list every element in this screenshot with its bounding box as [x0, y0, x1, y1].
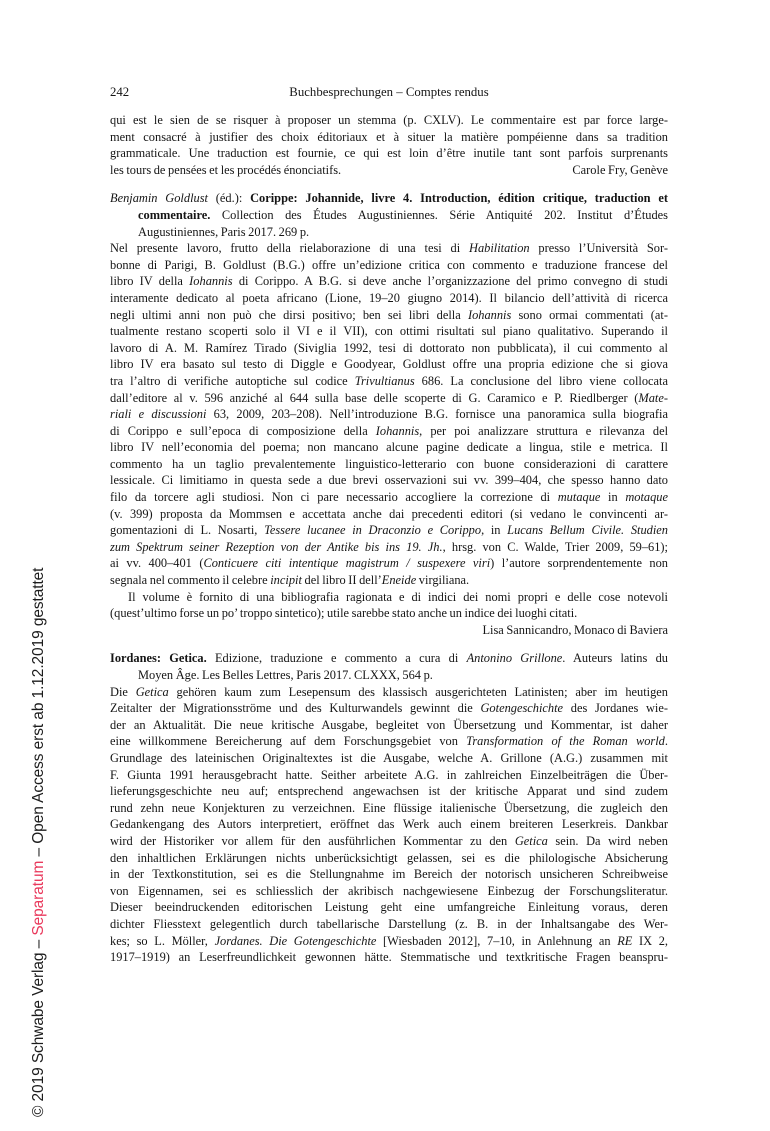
text-line	[110, 112, 668, 129]
italic-text: Antonino Grillone	[466, 651, 563, 666]
text-line	[110, 390, 668, 407]
text-line	[110, 717, 668, 734]
text-line	[110, 733, 668, 750]
text-line	[110, 605, 668, 622]
text-segment: Zeitalter der Migrationsströme und des Kulturwandels gewinnt die	[110, 701, 481, 716]
page-number: 242	[110, 85, 130, 99]
text-segment: dall’editore al v. 596 anziché al 644 sulla base delle scoperte di G. Caramico e P. Riedlberger (	[110, 390, 639, 405]
text-line	[110, 489, 668, 506]
text-segment: 63, 2009, 203–208). Nell’introduzione B.G. fornisce una panoramica sulla biografia	[206, 407, 668, 422]
text-segment: del libro II dell’	[301, 573, 382, 588]
text-line	[110, 684, 668, 701]
text-segment: von Eigennamen, sei es schliesslich der akribisch nachgewiesene Einbezug der Forschungsliteratur.	[110, 883, 668, 898]
text-segment: lessicale. Ci limitiamo in questa sede a due brevi osservazioni sui vv. 399–404, che spesso hanno dato	[110, 473, 668, 488]
text-segment: kes; so L. Möller,	[110, 933, 215, 948]
text-line	[110, 406, 668, 423]
text-segment: Dieser beeindruckenden editorischen Leistung geht eine umfangreiche Einleitung voraus, deren	[110, 900, 668, 915]
text-segment: eine willkommene Bereicherung auf dem Forschungsgebiet von	[110, 734, 467, 749]
text-line	[110, 340, 668, 357]
text-segment: Gedankengang des Autors interpretiert, eröffnet das Werk auch einem breiteren Leserkreis. Dankbar	[110, 817, 668, 832]
text-line	[110, 800, 668, 817]
text-segment: in der Textkonstitution, sei es die Stellungnahme im Bereich der notorisch unsicheren Schreibweise	[110, 867, 668, 882]
text-segment: qui est le sien de se risquer à proposer un stemma (p. CXLV). Le commentaire est par force large-	[110, 113, 668, 127]
text-segment: .	[664, 734, 668, 749]
text-line	[110, 949, 668, 966]
line-left-text	[110, 162, 341, 179]
text-segment: di Corippo. A B.G. si deve anche l’organizzazione del primo convegno di studi	[232, 274, 668, 289]
text-line	[110, 472, 668, 489]
text-line	[110, 162, 668, 179]
spine-imprint	[30, 568, 48, 1117]
bold-text: Iordanes: Getica.	[110, 651, 207, 666]
text-segment: , hrsg. von C. Walde, Trier 2009, 59–61);	[442, 539, 668, 554]
text-segment: (quest’ultimo forse un po’ troppo sintetico); utile sarebbe stato anche un indice dei luoghi citati.	[110, 606, 578, 621]
text-line	[110, 667, 668, 684]
text-segment: Edizione, traduzione e commento a cura di	[206, 651, 467, 666]
review-1-heading	[110, 190, 668, 240]
text-segment: sein. Da wird neben	[547, 833, 668, 848]
text-segment: segnala nel commento il celebre	[110, 573, 271, 588]
text-segment: sono ormai commentati (at-	[511, 307, 668, 322]
italic-text: Trivultianus	[354, 373, 415, 388]
text-line	[110, 783, 668, 800]
italic-text: Gotengeschichte	[480, 701, 564, 716]
italic-text: incipit	[270, 573, 302, 588]
text-line	[110, 373, 668, 390]
text-segment: lavoro di A. M. Ramírez Tirado (Siviglia 1992, tesi di dottorato non pubblicata), il cui commento al	[110, 340, 668, 355]
text-line	[110, 207, 668, 224]
text-line	[110, 456, 668, 473]
text-line	[110, 816, 668, 833]
italic-text: riali e discussioni	[110, 407, 207, 422]
italic-text: Mate-	[638, 390, 668, 405]
text-segment: der an Aktualität. Die neue kritische Ausgabe, begleitet von Übersetzung und Kommentar, ist daher	[110, 717, 668, 732]
text-segment: ai vv. 400–401 (	[110, 556, 204, 571]
text-segment: virgiliana.	[416, 573, 470, 588]
review-1-closing-paragraph	[110, 589, 668, 639]
text-line	[110, 257, 668, 274]
text-segment: Collection des Études Augustiniennes. Série Antiquité 202. Institut d’Études	[210, 207, 668, 222]
italic-text: Getica	[135, 684, 169, 699]
text-line	[110, 650, 668, 667]
text-line	[110, 145, 668, 162]
text-segment: grammaticale. Une traduction est fournie, ce qui est loin d’être inutile tant sont parfois surprenants	[110, 146, 668, 161]
text-line	[110, 522, 668, 539]
text-line	[110, 323, 668, 340]
italic-text: Eneide	[381, 573, 417, 588]
text-segment: Grundlage des lateinischen Originaltextes ist die Ausgabe, welche A. Grillone (A.G.) zusammen mit	[110, 750, 668, 765]
text-line	[110, 899, 668, 916]
text-segment: Augustiniennes, Paris 2017. 269 p.	[138, 224, 310, 239]
italic-text: Iohannis	[467, 307, 512, 322]
reviewer-attribution: Carole Fry, Genève	[572, 162, 668, 177]
text-segment: 686. La conclusione del libro viene collocata	[414, 373, 668, 388]
text-line	[110, 290, 668, 307]
text-segment: wird der Historiker vor allem für den ausführlichen Kommentar zu den	[110, 833, 515, 848]
italic-text: RE	[617, 933, 633, 948]
review-1-body	[110, 240, 668, 588]
text-segment: gehören kaum zum Lesepensum des klassisch ausgerichteten Latinisten; aber im heutigen	[168, 684, 668, 699]
text-segment: libro IV della	[110, 274, 190, 289]
text-segment: Il volume è fornito di una bibliografia ragionata e di indici dei nomi propri e delle cose notevoli	[128, 589, 668, 604]
text-segment: in	[600, 490, 626, 505]
text-segment: dichter Fliesstext gelegentlich durch tabellarische Darstellung (z. B. in der Inhaltsangabe des Wer-	[110, 916, 668, 931]
italic-text: Iohannis	[189, 274, 233, 289]
bold-text: commentaire.	[138, 207, 211, 222]
spine-access-notice: – Open Access erst ab 1.12.2019 gestattet	[30, 567, 47, 861]
text-segment: bonne di Parigi, B. Goldlust (B.G.) offre un’edizione critica con commento e traduzione francese del	[110, 257, 668, 272]
italic-text: Getica	[514, 833, 548, 848]
text-line	[110, 589, 668, 606]
text-line	[110, 833, 668, 850]
text-line	[110, 750, 668, 767]
text-segment: filo da torcere agli studiosi. Non ci pare necessario accogliere la correzione di	[110, 490, 558, 505]
bold-text: Corippe: Johannide, livre 4. Introduction, édition critique, traduction et	[250, 191, 668, 206]
text-line	[110, 356, 668, 373]
spine-copyright-text: © 2019 Schwabe Verlag –	[30, 935, 47, 1117]
text-column	[110, 84, 668, 966]
text-segment: gomentazioni di L. Nosarti,	[110, 523, 265, 538]
text-segment: presso l’Università Sor-	[529, 241, 668, 256]
italic-text: zum Spektrum seiner Rezeption von der Antike bis ins 19. Jh.	[110, 539, 443, 554]
text-segment: libro IV era basato sul testo di Diggle e Goodyear, Goldlust offre una propria edizione che si giova	[110, 357, 668, 372]
text-line	[110, 273, 668, 290]
italic-text: Benjamin Goldlust	[110, 191, 208, 206]
text-segment: tualmente restano scoperti solo il VI e il VII), con ottimi risultati sul piano qualitativo. Superando il	[110, 324, 668, 339]
text-segment: . Auteurs latins du	[562, 651, 668, 666]
text-line	[110, 866, 668, 883]
text-line	[110, 883, 668, 900]
text-segment: di Corippo e sull’epoca di composizione della	[110, 423, 376, 438]
text-segment: libro IV nell’economia del poema; non mancano alcune pagine dedicate a lingua, stile e metrica. Il	[110, 440, 668, 455]
review-2-body	[110, 684, 668, 966]
running-head: Buchbesprechungen – Comptes rendus	[289, 85, 489, 99]
text-segment: ) l’autore sorprendentemente non	[490, 556, 668, 571]
text-segment: interamente dedicato al poeta africano (Lione, 19–20 giugno 2014). Il bilancio dell’attività di ricerca	[110, 290, 668, 305]
text-line	[110, 916, 668, 933]
text-segment: den inhaltlichen Erklärungen nichts unberücksichtigt gelassen, sei es die philologische Absicherung	[110, 850, 668, 865]
text-segment: negli ultimi anni non può che dirsi positivo; ben sei libri della	[110, 307, 468, 322]
text-line	[110, 767, 668, 784]
italic-text: Transformation of the Roman world	[466, 734, 665, 749]
text-line	[110, 933, 668, 950]
page-header	[110, 84, 668, 101]
text-segment: des Jordanes wie-	[563, 701, 668, 716]
text-line	[110, 224, 668, 241]
text-segment: 1917–1919) an Leserfreundlichkeit gewonnen hätte. Stemmatische und textkritische Fragen beanspru-	[110, 950, 668, 965]
text-segment: Die	[110, 684, 136, 699]
italic-text: Conticuere citi intentique magistrum / suspexere viri	[203, 556, 491, 571]
italic-text: Tessere lucanee in Draconzio e Corippo	[264, 523, 482, 538]
italic-text: Lucans Bellum Civile. Studien	[507, 523, 668, 538]
italic-text: mutaque	[557, 490, 601, 505]
text-line	[110, 539, 668, 556]
text-segment: (v. 399) proposta da Mommsen e accettata anche dai precedenti editori (si vedano le convincenti ar-	[110, 506, 668, 521]
text-line	[110, 555, 668, 572]
text-segment: commento ha un taglio prevalentemente linguistico-letterario con buone considerazioni di carattere	[110, 456, 668, 471]
text-line	[110, 307, 668, 324]
text-line	[110, 423, 668, 440]
text-line	[110, 129, 668, 146]
text-segment: Nel presente lavoro, frutto della rielaborazione di una tesi di	[110, 241, 469, 256]
text-segment: IX 2,	[632, 933, 668, 948]
text-segment: , in	[481, 523, 508, 538]
text-line	[110, 439, 668, 456]
text-line	[110, 622, 668, 639]
text-line	[110, 700, 668, 717]
text-line	[110, 850, 668, 867]
text-segment: les tours de pensées et les procédés énonciatifs.	[110, 162, 342, 177]
text-line	[110, 506, 668, 523]
text-segment: , per poi analizzare struttura e rilevanza del	[419, 423, 668, 438]
italic-text: Jordanes. Die Gotengeschichte	[214, 933, 377, 948]
italic-text: Habilitation	[469, 241, 530, 256]
text-segment: lieferungsgeschichte neu auf; entsprechend angewachsen ist der kritische Apparat und sind zudem	[110, 784, 668, 799]
text-segment: Moyen Âge. Les Belles Lettres, Paris 2017. CLXXX, 564 p.	[138, 668, 433, 682]
text-line	[110, 190, 668, 207]
text-segment: F. Giunta 1991 herausgebracht hatte. Seither arbeitete A.G. in zahlreichen Einzelbeiträgen die Über-	[110, 767, 668, 782]
text-segment: rund zehn neue Konjekturen zu verzeichnen. Eine flüssige italienische Übersetzung, die zugleich den	[110, 800, 668, 815]
italic-text: Iohannis	[375, 423, 420, 438]
text-segment: [Wiesbaden 2012], 7–10, in Anlehnung an	[376, 933, 618, 948]
italic-text: motaque	[625, 490, 668, 505]
text-segment: (éd.):	[207, 191, 251, 206]
separatum-label: Separatum	[30, 860, 47, 936]
text-segment: tra l’altro di verifiche autoptiche sul codice	[110, 373, 355, 388]
text-line	[110, 240, 668, 257]
intro-continuation-paragraph	[110, 112, 668, 178]
text-line	[110, 572, 668, 589]
reviewer-attribution: Lisa Sannicandro, Monaco di Baviera	[482, 622, 668, 637]
review-2-heading	[110, 650, 668, 683]
text-segment: ment consacré à justifier des choix éditoriaux et à situer la matière pompéienne dans sa tradition	[110, 129, 668, 144]
